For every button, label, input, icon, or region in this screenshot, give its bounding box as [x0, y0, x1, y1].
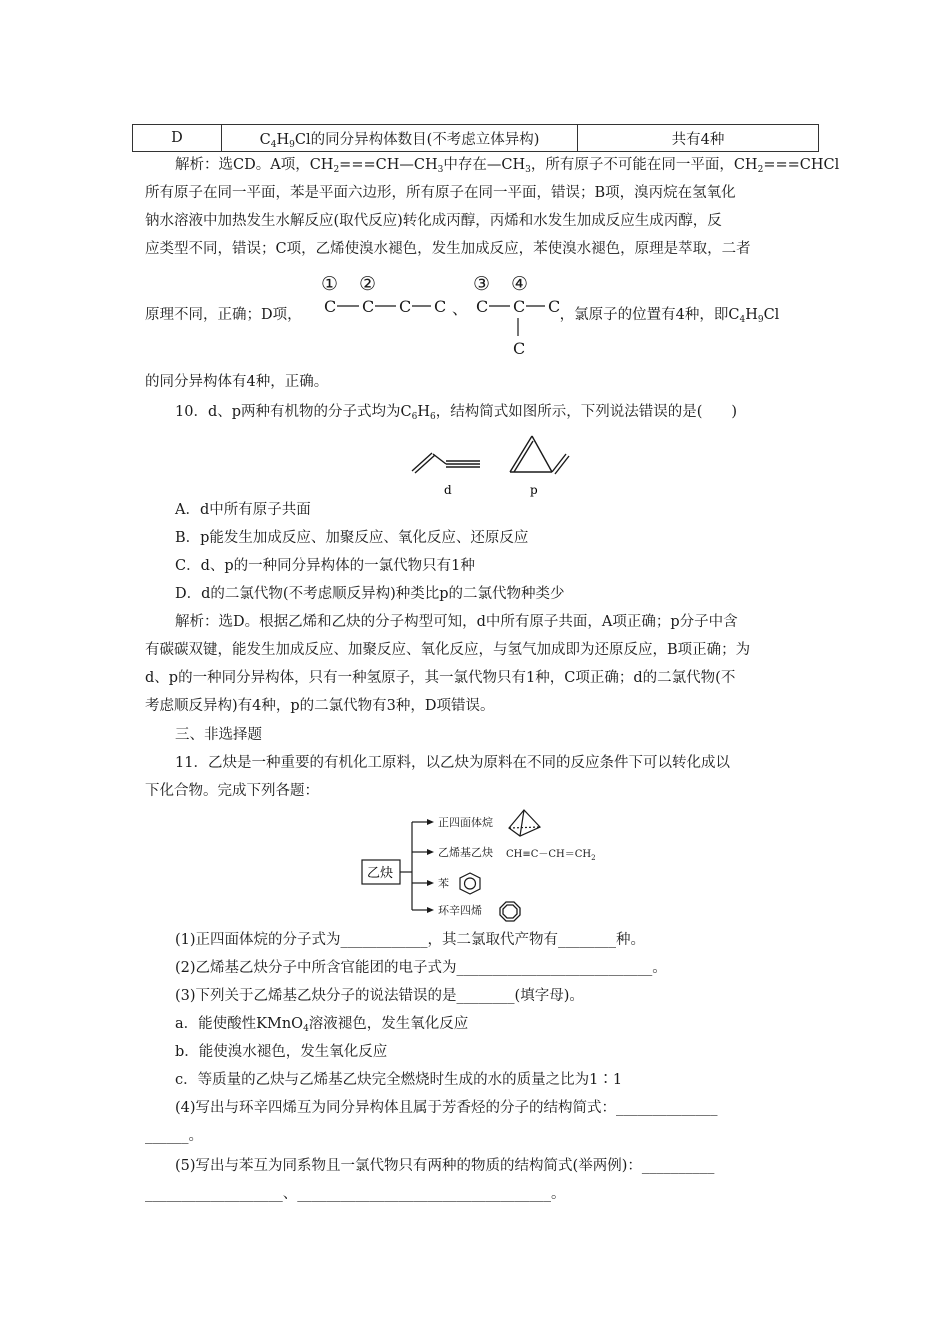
- q10-stem: 10．d、p两种有机物的分子式均为$C_6H_6$，结构简式如图所示，下列说法错误的是( ): [175, 404, 738, 422]
- atom-c: C: [399, 297, 412, 316]
- diagram-source-label: 乙炔: [367, 866, 394, 881]
- q11-part4: (4)写出与环辛四烯互为同分异构体且属于芳香烃的分子的结构简式：______________: [175, 1100, 718, 1116]
- atom-c: C: [513, 339, 526, 358]
- section-heading: 三、非选择题: [175, 727, 262, 743]
- tetrahedrane-icon: [509, 810, 540, 836]
- answer-table: [132, 124, 819, 152]
- q10-analysis-line2: 有碳碳双键，能发生加成反应、加聚反应、氧化反应，与氢气加成即为还原反应，B项正确；为: [145, 642, 751, 658]
- table-row: [133, 125, 819, 152]
- table-cell-result: 共有4种: [578, 125, 819, 152]
- position-marker-1: ①: [321, 273, 339, 295]
- table-cell-option: D: [133, 125, 222, 152]
- analysis9-line6: 的同分异构体有4种，正确。: [145, 374, 329, 390]
- q11-part2: (2)乙烯基乙炔分子中所含官能团的电子式为___________________________。: [175, 960, 667, 976]
- q11-part3-option-a: a．能使酸性KMnO$_4$溶液褪色，发生氧化反应: [175, 1016, 469, 1034]
- position-marker-3: ③: [473, 273, 491, 295]
- analysis9-line4: 应类型不同，错误；C项，乙烯使溴水褪色，发生加成反应，苯使溴水褪色，原理是萃取，二者: [145, 241, 751, 257]
- position-marker-2: ②: [359, 273, 377, 295]
- analysis9-line2: 所有原子在同一平面，苯是平面六边形，所有原子在同一平面，错误；B项，溴丙烷在氢氧化: [145, 185, 736, 201]
- benzene-icon: [460, 873, 480, 894]
- q10-structures: [400, 428, 590, 498]
- label-p: p: [530, 483, 538, 497]
- q11-part3: (3)下列关于乙烯基乙炔分子的说法错误的是________(填字母)。: [175, 988, 584, 1004]
- atom-c: C: [324, 297, 337, 316]
- q10-option-d: D．d的二氯代物(不考虑顺反异构)种类比p的二氯代物种类少: [175, 586, 565, 602]
- q11-part3-option-b: b．能使溴水褪色，发生氧化反应: [175, 1044, 388, 1060]
- diagram-target-2: 乙烯基乙炔: [438, 846, 493, 859]
- analysis9-line1: 解析：选CD。A项，$CH_2===CH—CH_3$中存在$—CH_3$，所有原子不可能在同一平面，$CH_2===CHCl$: [175, 157, 840, 175]
- atom-c: C: [362, 297, 375, 316]
- cyclooctatetraene-icon: [500, 902, 520, 921]
- structure-d: [412, 453, 480, 473]
- structure-p: [510, 436, 569, 474]
- q10-analysis-line1: 解析：选D。根据乙烯和乙炔的分子构型可知，d中所有原子共面，A项正确；p分子中含: [175, 614, 738, 630]
- table-cell-description: $C_4H_9Cl$的同分异构体数目(不考虑立体异构): [222, 125, 578, 152]
- diagram-target-3: 苯: [438, 877, 449, 890]
- q11-part5-continued: ___________________、___________________________________。: [145, 1186, 566, 1202]
- q10-analysis-line4: 考虑顺反异构)有4种，p的二氯代物有3种，D项错误。: [145, 698, 495, 714]
- q11-stem-line2: 下化合物。完成下列各题：: [145, 783, 319, 799]
- q11-part1: (1)正四面体烷的分子式为____________，其二氯取代产物有________种。: [175, 932, 646, 948]
- q11-part4-continued: ______。: [145, 1128, 203, 1144]
- q11-part5: (5)写出与苯互为同系物且一氯代物只有两种的物质的结构简式(举两例)：__________: [175, 1158, 715, 1174]
- diagram-target-2-formula: $CH\equiv C-CH=CH_2$: [506, 849, 596, 862]
- atom-c: C: [476, 297, 489, 316]
- diagram-target-4: 环辛四烯: [438, 904, 482, 917]
- q10-option-b: B．p能发生加成反应、加聚反应、氧化反应、还原反应: [175, 530, 529, 546]
- label-d: d: [444, 483, 452, 497]
- atom-c: C: [513, 297, 526, 316]
- atom-c: C: [548, 297, 561, 316]
- analysis9-line3: 钠水溶液中加热发生水解反应(取代反应)转化成丙醇，丙烯和水发生加成反应生成丙醇，反: [145, 213, 722, 229]
- q10-option-a: A．d中所有原子共面: [175, 502, 311, 518]
- q10-analysis-line3: d、p的一种同分异构体，只有一种氢原子，其一氯代物只有1种，C项正确；d的二氯代物(不: [145, 670, 736, 686]
- acetylene-conversion-diagram: [360, 802, 620, 927]
- diagram-target-1: 正四面体烷: [438, 816, 493, 829]
- q11-stem-line1: 11．乙炔是一种重要的有机化工原料，以乙炔为原料在不同的反应条件下可以转化成以: [175, 755, 730, 771]
- q10-option-c: C．d、p的一种同分异构体的一氯代物只有1种: [175, 558, 475, 574]
- butyl-chloride-structures: [315, 268, 575, 363]
- analysis9-line5: 原理不同，正确；D项， ，氯原子的位置有4种，即$C_4H_9Cl$: [145, 307, 780, 325]
- separator: 、: [452, 299, 469, 318]
- atom-c: C: [434, 297, 447, 316]
- q11-part3-option-c: c．等质量的乙炔与乙烯基乙炔完全燃烧时生成的水的质量之比为1∶1: [175, 1072, 623, 1088]
- position-marker-4: ④: [511, 273, 529, 295]
